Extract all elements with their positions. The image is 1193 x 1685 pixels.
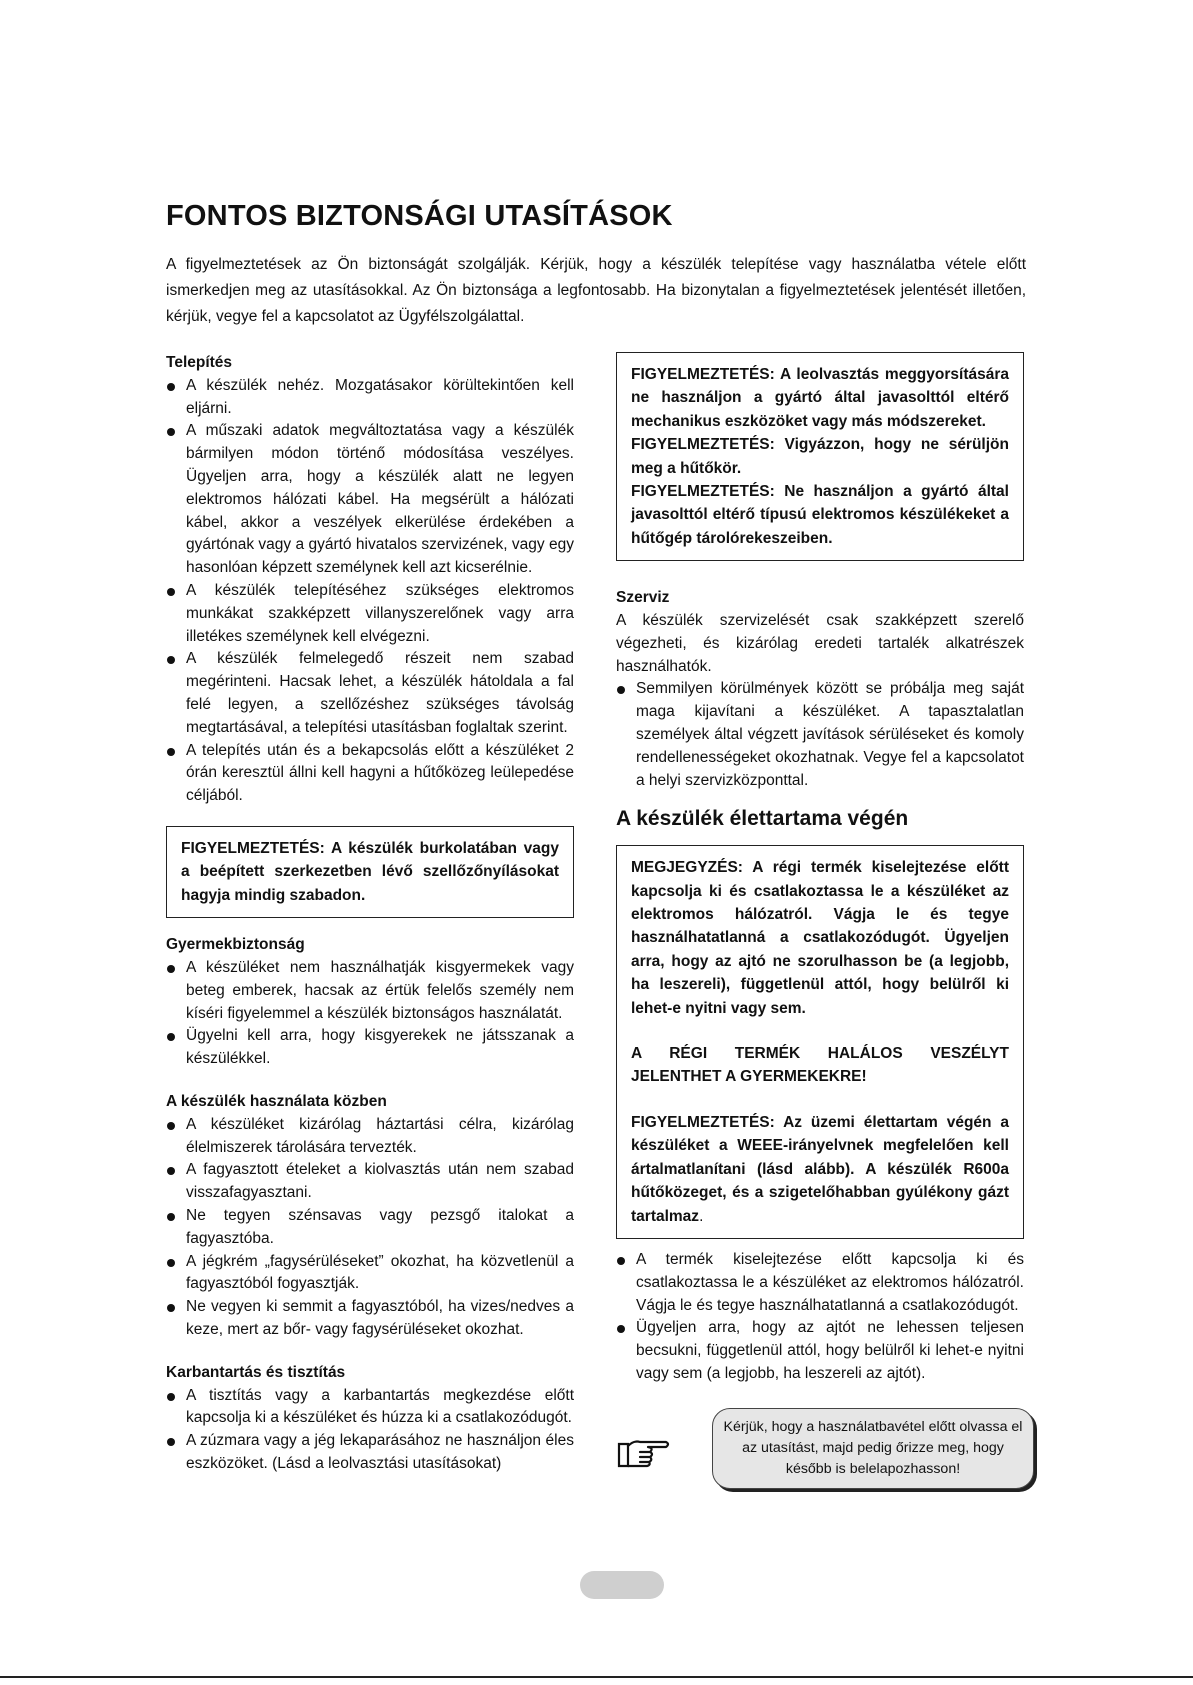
service-text: A készülék szervizelését csak szakképzett szerelő végezheti, és kizárólag eredeti tartalék alkatrészek használhatók. (616, 612, 1024, 675)
child-safety-heading: Gyermekbiztonság (166, 936, 305, 954)
list-item: A jégkrém „fagysérüléseket” okozhat, ha közvetlenül a fagyasztóból fogyasztják. (166, 1251, 574, 1297)
list-item: A tisztítás vagy a karbantartás megkezdése előtt kapcsolja ki a készüléket és húzza ki a csatlakozódugót. (166, 1385, 574, 1431)
list-item: A készüléket nem használhatják kisgyermekek vagy beteg emberek, hacsak az értük felelős személy nem kíséri figyelemmel a készülék biztonságos használatát. (166, 957, 574, 1025)
vent-warning-text: FIGYELMEZTETÉS: A készülék burkolatában vagy a beépített szerkezetben lévő szellőzőnyílásokat hagyja mindig szabadon. (181, 839, 559, 904)
usage-heading: A készülék használata közben (166, 1092, 387, 1110)
list-item: Ügyelni kell arra, hogy kisgyerekek ne játsszanak a készülékkel. (166, 1025, 574, 1071)
defrost-warning-2: FIGYELMEZTETÉS: Vigyázzon, hogy ne sérüljön meg a hűtőkör. (631, 436, 1009, 477)
disposal-note-text: MEGJEGYZÉS: A régi termék kiselejtezése előtt kapcsolja ki és csatlakoztassa le a készüléket az elektromos hálózatról. Vágja le és tegye használhatatlanná a csatlakozódugót. Ügyeljen arra, hogy az ajtó ne szorulhasson be (a legjobb, ha leszereli), függetlenül attól, hogy belülről ki lehet-e nyitni vagy sem. (631, 859, 1009, 1017)
child-danger-text: A RÉGI TERMÉK HALÁLOS VESZÉLYT JELENTHET A GYERMEKEKRE! (631, 1045, 1009, 1086)
defrost-warning-1: FIGYELMEZTETÉS: A leolvasztás meggyorsítására ne használjon a gyártó által javasolttól eltérő mechanikus eszközöket vagy más módszereket. (631, 366, 1009, 430)
installation-heading: Telepítés (166, 354, 233, 371)
page-title: FONTOS BIZTONSÁGI UTASÍTÁSOK (166, 200, 673, 232)
page-number-pill (580, 1571, 664, 1599)
left-column (166, 352, 574, 1476)
disposal-note-box (616, 845, 1024, 1239)
vent-warning-box (166, 826, 574, 918)
list-item: Ügyeljen arra, hogy az ajtót ne lehessen teljesen becsukni, függetlenül attól, hogy belülről ki lehet-e nyitni vagy sem (a legjobb, ha leszereli az ajtót). (616, 1317, 1024, 1385)
service-list (616, 678, 1024, 792)
tip-row (616, 1408, 1024, 1500)
list-item: A fagyasztott ételeket a kiolvasztás után nem szabad visszafagyasztani. (166, 1159, 574, 1205)
service-heading: Szerviz (616, 589, 670, 607)
maintenance-list (166, 1385, 574, 1476)
list-item: Ne vegyen ki semmit a fagyasztóból, ha vizes/nedves a keze, mert az bőr- vagy fagysérüléseket okozhat. (166, 1296, 574, 1342)
maintenance-heading: Karbantartás és tisztítás (166, 1363, 346, 1381)
usage-list (166, 1114, 574, 1342)
list-item: A zúzmara vagy a jég lekaparásához ne használjon éles eszközöket. (Lásd a leolvasztási utasításokat) (166, 1430, 574, 1476)
disposal-list (616, 1249, 1024, 1386)
child-safety-list (166, 957, 574, 1071)
defrost-warning-box (616, 352, 1024, 561)
installation-list (166, 375, 574, 808)
list-item: A telepítés után és a bekapcsolás előtt a készüléket 2 órán keresztül állni kell hagyni a hűtőközeg leülepedése céljából. (166, 740, 574, 808)
weee-warning-text (631, 1111, 1009, 1228)
list-item: A készülék felmelegedő részeit nem szabad megérinteni. Hacsak lehet, a készülék hátoldala a fal felé legyen, a szellőzéshez szükséges távolság megtartásával, a telepítési utasításban foglaltak szerint. (166, 648, 574, 739)
weee-warning-end: . (699, 1207, 704, 1225)
end-of-life-heading: A készülék élettartama végén (616, 807, 909, 831)
list-item: A készülék nehéz. Mozgatásakor körültekintően kell eljárni. (166, 375, 574, 421)
list-item: A műszaki adatok megváltoztatása vagy a készülék bármilyen módon történő módosítása veszélyes. Ügyeljen arra, hogy a készülék alatt ne legyen elektromos hálózati kábel. Ha megsérült a hálózati kábel, akkor a veszélyek elkerülése érdekében a gyártónak vagy a gyártó hivatalos szervizének, vagy egy hasonlóan képzett személynek kell azt kicserélnie. (166, 420, 574, 580)
list-item: A készülék telepítéséhez szükséges elektromos munkákat szakképzett villanyszerelőnek vagy arra illetékes személynek kell elvégezni. (166, 580, 574, 648)
tip-callout: Kérjük, hogy a használatbavétel előtt olvassa el az utasítást, majd pedig őrizze meg, hogy később is belelapozhasson! (712, 1408, 1034, 1489)
bottom-rule (0, 1676, 1193, 1678)
weee-warning-bold: FIGYELMEZTETÉS: Az üzemi élettartam végén a készüléket a WEEE-irányelvnek megfelelően kell ártalmatlanítani (lásd alább). A készülék R600a hűtőközeget, és a szigetelőhabban gyúlékony gázt tartalmaz (631, 1113, 1009, 1225)
list-item: Ne tegyen szénsavas vagy pezsgő italokat a fagyasztóba. (166, 1205, 574, 1251)
list-item: A termék kiselejtezése előtt kapcsolja ki és csatlakoztassa le a készüléket az elektromos hálózatról. Vágja le és tegye használhatatlanná a csatlakozódugót. (616, 1249, 1024, 1317)
list-item: A készüléket kizárólag háztartási célra, kizárólag élelmiszerek tárolására tervezték. (166, 1114, 574, 1160)
intro-paragraph: A figyelmeztetések az Ön biztonságát szolgálják. Kérjük, hogy a készülék telepítése vagy használatba vétele előtt ismerkedjen meg az utasításokkal. Az Ön biztonsága a legfontosabb. Ha bizonytalan a figyelmeztetések jelentését illetően, kérjük, vegye fel a kapcsolatot az Ügyfélszolgálattal. (166, 256, 1026, 325)
list-item: Semmilyen körülmények között se próbálja meg saját maga kijavítani a készüléket. A tapasztalatlan személyek által végzett javítások sérüléseket és komoly rendellenességeket okozhatnak. Vegye fel a kapcsolatot a helyi szervizközponttal. (616, 678, 1024, 792)
right-column (616, 352, 1024, 1500)
defrost-warning-3: FIGYELMEZTETÉS: Ne használjon a gyártó által javasolttól eltérő típusú elektromos készülékeket a hűtőgép tárolórekeszeiben. (631, 483, 1009, 547)
pointing-hand-icon (616, 1434, 672, 1470)
